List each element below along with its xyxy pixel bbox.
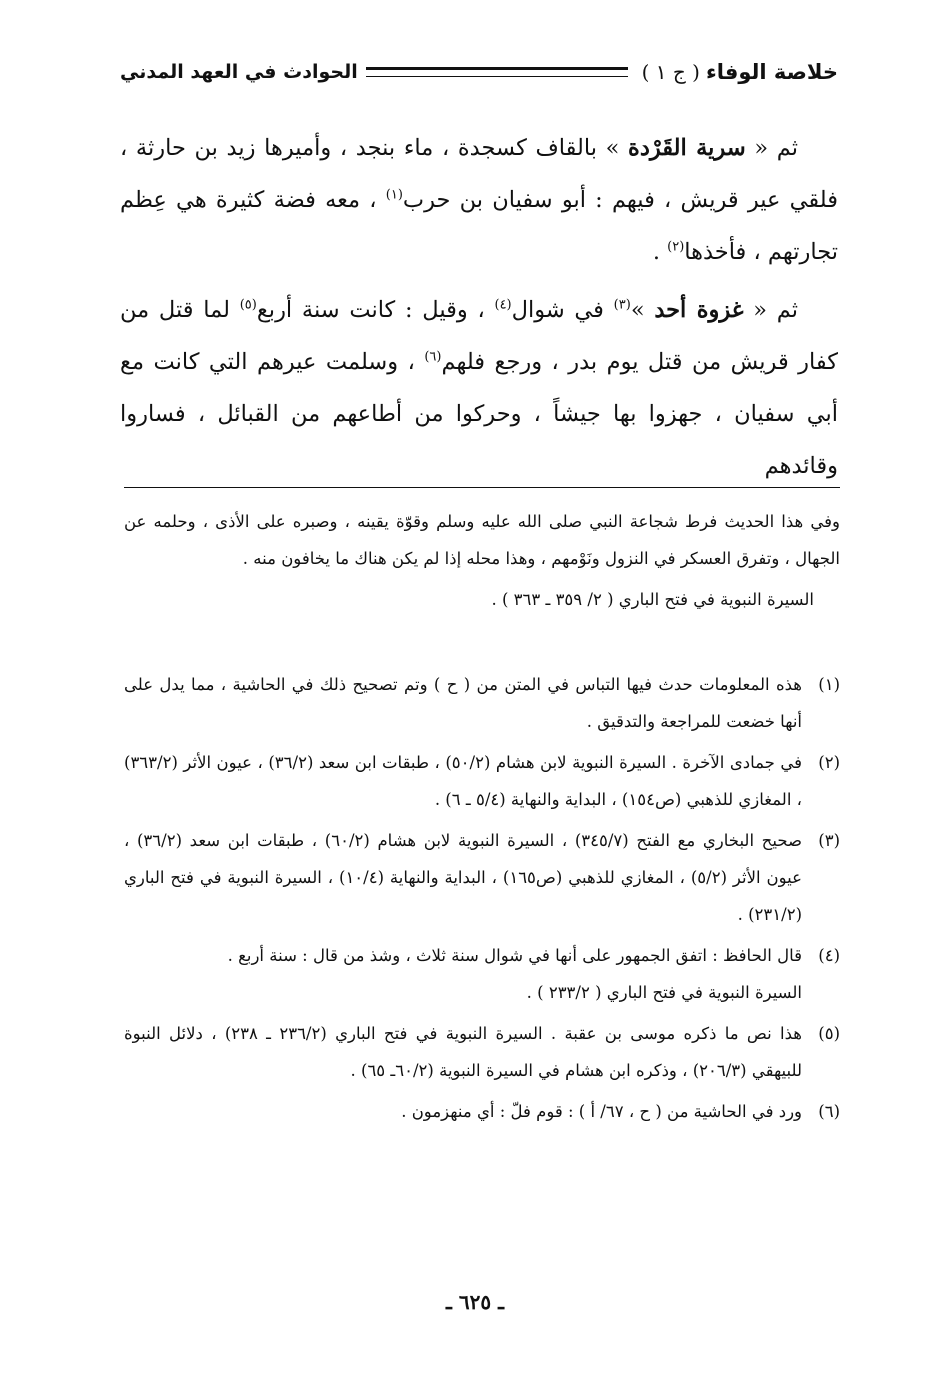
footnote-item xyxy=(124,666,840,740)
running-header xyxy=(120,52,838,92)
volume-label: ( ج ١ ) xyxy=(641,60,700,84)
p1-heading: سرية القَرْدة xyxy=(628,135,746,161)
p2-text-1: في شوال xyxy=(511,297,614,323)
footnote-item xyxy=(124,822,840,933)
footnote-ref-2: (٢) xyxy=(667,239,685,255)
footnote-item xyxy=(124,1093,840,1130)
footnote-ref-3: (٣) xyxy=(613,297,631,313)
footnote-body xyxy=(124,937,802,1011)
footnote-list xyxy=(124,666,840,1134)
footnote-text: قال الحافظ : اتفق الجمهور على أنها في شوال سنة ثلاث ، وشذ من قال : سنة أربع . xyxy=(227,946,802,965)
footnote-source: السيرة النبوية في فتح الباري ( ٢٣٣/٢ ) . xyxy=(526,983,802,1002)
footnote-text: صحيح البخاري مع الفتح (٣٤٥/٧) ، السيرة النبوية لابن هشام (٦٠/٢) ، طبقات ابن سعد (٣٦/٢) ، عيون الأثر (٥/٢) ، المغازي للذهبي (ص١٦٥) ، البداية والنهاية (١٠/٤) ، السيرة النبوية في فتح الباري (٢٣١/٢) . xyxy=(124,831,802,924)
p2-text-2: ، وقيل : كانت سنة أربع xyxy=(256,297,495,323)
footnote-text: في جمادى الآخرة . السيرة النبوية لابن هشام (٥٠/٢) ، طبقات ابن سعد (٣٦/٢) ، عيون الأثر (٣٦٣/٢) ، المغازي للذهبي (ص١٥٤) ، البداية والنهاية (٥/٤ ـ ٦) . xyxy=(124,753,802,809)
p2-text-4: ، وسلمت عيرهم التي كانت مع أبي سفيان ، جهزوا بها جيشاً ، وحركوا من أطاعهم من القبائل ، فساروا وقائدهم xyxy=(120,349,838,479)
paragraph-uhud xyxy=(120,284,838,492)
p2-heading: غزوة أحد xyxy=(654,297,744,323)
footnote-ref-5: (٥) xyxy=(239,297,257,313)
p2-lead: ثم « xyxy=(743,297,798,323)
footnote-ref-4: (٤) xyxy=(494,297,512,313)
footnote-number: (١) xyxy=(818,675,840,694)
section-title: الحوادث في العهد المدني xyxy=(120,61,358,83)
footnote-number: (٦) xyxy=(818,1102,840,1121)
p1-lead: ثم « xyxy=(745,135,798,161)
footnote-item xyxy=(124,1015,840,1089)
footnote-number: (٢) xyxy=(818,753,840,772)
footnote-item xyxy=(124,744,840,818)
header-rule xyxy=(366,67,628,77)
footnote-ref-6: (٦) xyxy=(424,349,442,365)
book-title: خلاصة الوفاء xyxy=(705,60,838,84)
footnote-number: (٥) xyxy=(818,1024,840,1043)
footnote-text: هذا نص ما ذكره موسى بن عقبة . السيرة النبوية في فتح الباري (٢٣٦/٢ ـ ٢٣٨) ، دلائل النبوة للبيهقي (٢٠٦/٣) ، وذكره ابن هشام في السيرة النبوية (٦٠/٢ـ ٦٥) . xyxy=(124,1024,802,1080)
footnote-text: هذه المعلومات حدث فيها التباس في المتن من ( ح ) وتم تصحيح ذلك في الحاشية ، مما يدل على أنها خضعت للمراجعة والتدقيق . xyxy=(124,675,802,731)
continued-text: وفي هذا الحديث فرط شجاعة النبي صلى الله عليه وسلم وقوّة يقينه ، وصبره على الأذى ، وحلمه عن الجهال ، وتفرق العسكر في النزول ونَوْمهم ، وهذا محله إذا لم يكن هناك ما يخافون منه . xyxy=(124,512,840,568)
paragraph-qarada xyxy=(120,122,838,278)
footnote-item xyxy=(124,937,840,1011)
p1-text-3: . xyxy=(652,239,668,265)
p2-close: » xyxy=(630,297,655,323)
footnote-number: (٣) xyxy=(818,831,840,850)
p1-text-1: » بالقاف كسجدة ، ماء بنجد ، وأميرها زيد بن حارثة ، فلقي عير قريش ، فيهم : أبو سفيان بن حرب xyxy=(120,135,838,213)
p1-text-2: ، معه فضة كثيرة هي عِظم تجارتهم ، فأخذها xyxy=(120,187,838,265)
main-text xyxy=(120,122,838,492)
footnote-continuation xyxy=(124,503,840,618)
footnote-text: ورد في الحاشية من ( ح ، ٦٧/ أ ) : قوم فلّ : أي منهزمون . xyxy=(401,1102,802,1121)
footnote-ref-1: (١) xyxy=(385,187,403,203)
page-number: ـ ٦٢٥ ـ xyxy=(446,1290,504,1314)
continued-source: السيرة النبوية في فتح الباري ( ٢/ ٣٥٩ ـ ٣٦٣ ) . xyxy=(491,590,814,609)
p2-text-3: لما قتل من كفار قريش من قتل يوم بدر ، ورجع فلهم xyxy=(120,297,838,375)
footnote-number: (٤) xyxy=(818,946,840,965)
footnote-separator xyxy=(124,487,840,488)
